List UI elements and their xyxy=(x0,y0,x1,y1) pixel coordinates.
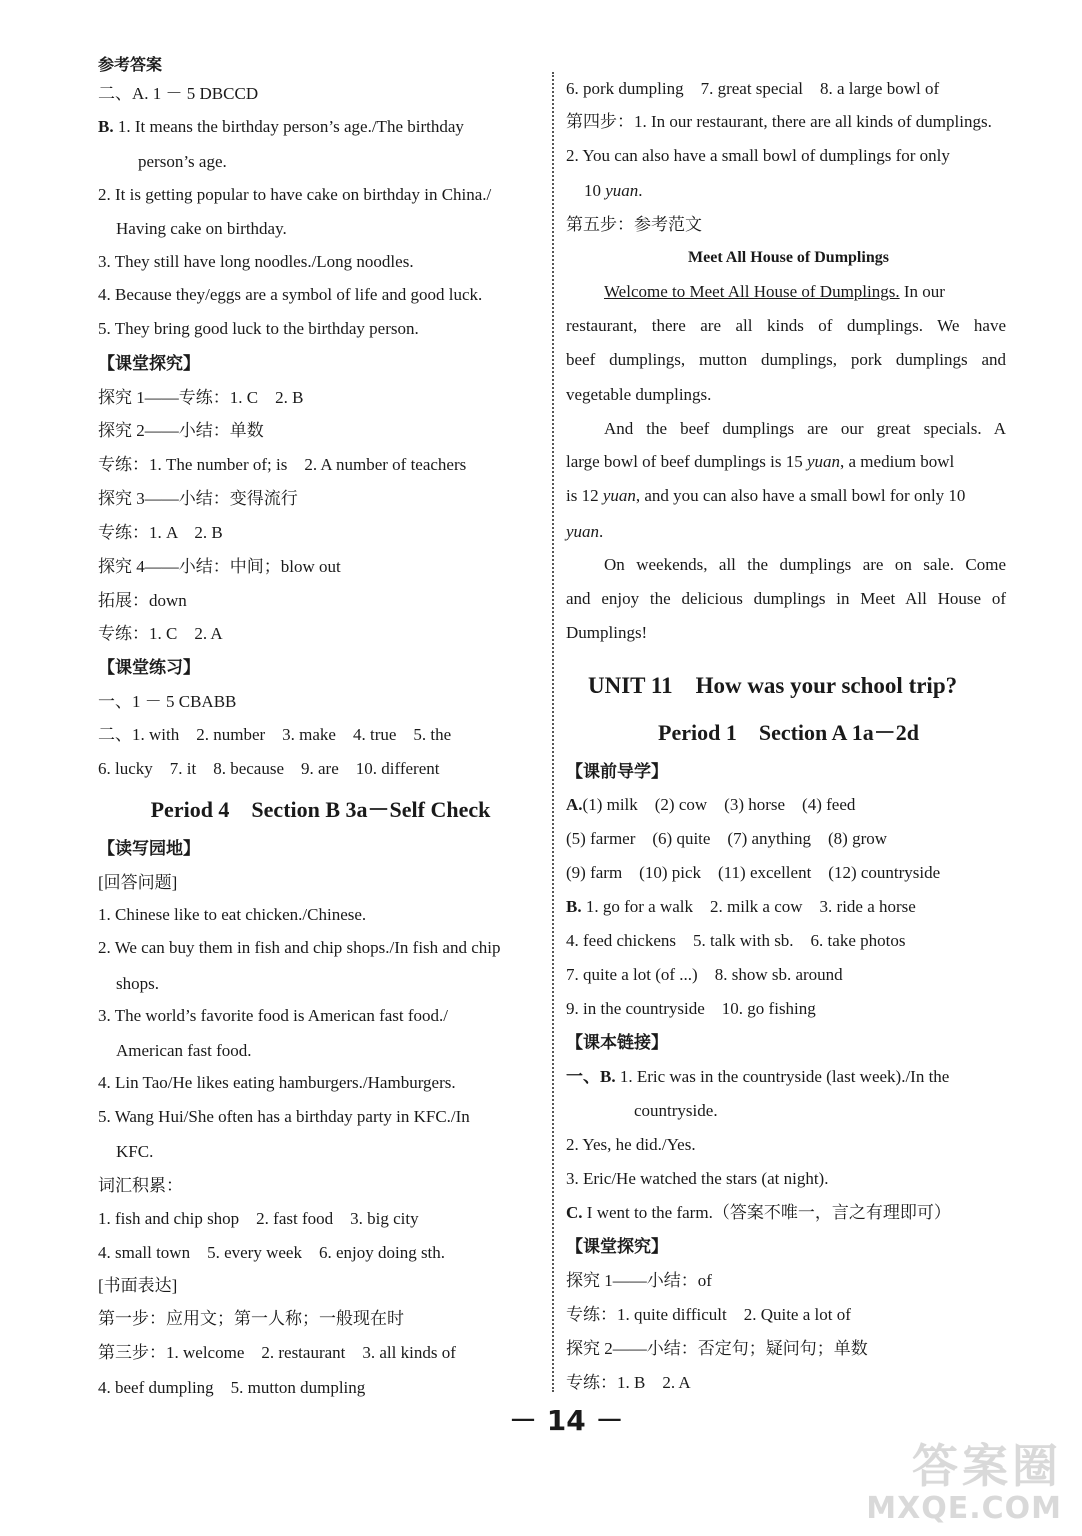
answer-line: (5) farmer (6) quite (7) anything (8) grow xyxy=(566,829,888,848)
unit-heading: UNIT 11 How was your school trip? xyxy=(588,673,958,698)
answer-text: 1. go for a walk 2. milk a cow 3. ride a horse xyxy=(585,897,916,916)
watermark xyxy=(866,1440,1062,1526)
essay-line: And the beef dumplings are our great specials. A xyxy=(604,419,1006,438)
answer-line: 探究 1——专练：1. C 2. B xyxy=(98,388,304,407)
essay-line: beef dumplings, mutton dumplings, pork dumplings and xyxy=(566,350,1006,369)
answer-line: 2. We can buy them in fish and chip shops./In fish and chip xyxy=(98,938,501,957)
essay-text: , a medium bowl xyxy=(840,452,955,471)
answer-line: 1. fish and chip shop 2. fast food 3. big city xyxy=(98,1209,419,1228)
answer-text: 1. It means the birthday person’s age./The birthday xyxy=(117,117,464,136)
essay-line xyxy=(566,522,603,542)
answer-line: 专练：1. A 2. B xyxy=(98,523,223,542)
answer-line: 一、1 － 5 CBABB xyxy=(98,692,237,711)
answer-line: Having cake on birthday. xyxy=(116,219,287,238)
answer-line: 7. quite a lot (of ...) 8. show sb. around xyxy=(566,965,843,984)
essay-line xyxy=(566,486,965,506)
essay-line: Dumplings! xyxy=(566,623,648,642)
subsection-label: [书面表达] xyxy=(98,1276,178,1295)
essay-line xyxy=(604,282,945,302)
answer-line: American fast food. xyxy=(116,1041,252,1060)
page-number: － 14 － xyxy=(509,1404,624,1437)
essay-text: In our xyxy=(899,282,945,301)
answer-line: 5. Wang Hui/She often has a birthday party in KFC./In xyxy=(98,1107,470,1126)
section-heading: 【课前导学】 xyxy=(566,762,668,782)
answer-line: 探究 4——小结：中间；blow out xyxy=(98,557,341,576)
currency-word: yuan xyxy=(605,181,639,200)
essay-line: On weekends, all the dumplings are on sale. Come xyxy=(604,555,1006,574)
answer-line: 4. beef dumpling 5. mutton dumpling xyxy=(98,1378,366,1397)
section-heading: 【课堂探究】 xyxy=(98,354,200,374)
answer-line: 4. small town 5. every week 6. enjoy doing sth. xyxy=(98,1243,446,1262)
answer-line: (9) farm (10) pick (11) excellent (12) countryside xyxy=(566,863,941,882)
section-heading: 【课本链接】 xyxy=(566,1033,668,1053)
answer-line: 第四步：1. In our restaurant, there are all kinds of dumplings. xyxy=(566,112,992,131)
period-heading: Period 4 Section B 3a－Self Check xyxy=(150,797,491,822)
answer-line: shops. xyxy=(116,974,159,993)
section-heading: 【课堂探究】 xyxy=(566,1237,668,1257)
essay-line xyxy=(566,452,954,472)
answer-text: 1. Eric was in the countryside (last week)./In the xyxy=(619,1067,950,1086)
answer-line: 3. They still have long noodles./Long noodles. xyxy=(98,252,414,271)
punctuation: . xyxy=(638,181,643,200)
number: 10 xyxy=(584,181,606,200)
column-divider xyxy=(552,72,554,1392)
answer-line: 4. feed chickens 5. talk with sb. 6. take photos xyxy=(566,931,906,950)
subsection-label: 词汇积累： xyxy=(98,1176,183,1195)
answer-line: 专练：1. C 2. A xyxy=(98,624,223,643)
answer-line: 二、1. with 2. number 3. make 4. true 5. the xyxy=(98,725,452,744)
answer-line: 2. It is getting popular to have cake on birthday in China./ xyxy=(98,185,492,204)
currency-word: yuan xyxy=(566,522,600,541)
answer-line: 拓展：down xyxy=(98,591,187,610)
answer-line xyxy=(566,1203,951,1223)
essay-title: Meet All House of Dumplings xyxy=(688,249,889,266)
answer-line: 专练：1. B 2. A xyxy=(566,1373,691,1392)
item-label: B. xyxy=(98,117,114,136)
answer-line: 9. in the countryside 10. go fishing xyxy=(566,999,816,1018)
answer-line: 2. You can also have a small bowl of dumplings for only xyxy=(566,146,950,165)
subsection-label: 第五步：参考范文 xyxy=(566,215,702,234)
answer-line: 探究 2——小结：单数 xyxy=(98,421,264,440)
answer-line: 探究 2——小结：否定句；疑问句；单数 xyxy=(566,1339,868,1358)
answer-line: 4. Lin Tao/He likes eating hamburgers./Hamburgers. xyxy=(98,1073,456,1092)
answer-line: person’s age. xyxy=(138,152,227,171)
answer-line xyxy=(584,181,643,201)
essay-line: and enjoy the delicious dumplings in Meet All House of xyxy=(566,589,1006,608)
answer-line: 1. Chinese like to eat chicken./Chinese. xyxy=(98,905,367,924)
essay-text: large bowl of beef dumplings is 15 xyxy=(566,452,807,471)
answer-line: 6. lucky 7. it 8. because 9. are 10. different xyxy=(98,759,440,778)
answer-line: 4. Because they/eggs are a symbol of life and good luck. xyxy=(98,285,483,304)
essay-text: is 12 xyxy=(566,486,603,505)
answer-text: (1) milk (2) cow (3) horse (4) feed xyxy=(582,795,856,814)
answer-line: 专练：1. quite difficult 2. Quite a lot of xyxy=(566,1305,851,1324)
item-label: B. xyxy=(566,897,582,916)
subsection-label: [回答问题] xyxy=(98,873,178,892)
answer-line: 探究 1——小结：of xyxy=(566,1271,712,1290)
answer-line: 二、A. 1 － 5 DBCCD xyxy=(98,84,259,103)
watermark-logo: 答案圈 xyxy=(912,1439,1062,1493)
answer-line xyxy=(566,795,855,815)
watermark-site: MXQE.COM xyxy=(866,1491,1062,1526)
section-heading: 【读写园地】 xyxy=(98,839,200,859)
currency-word: yuan xyxy=(806,452,841,471)
answer-line: 3. Eric/He watched the stars (at night). xyxy=(566,1169,829,1188)
answer-line: 专练：1. The number of; is 2. A number of teachers xyxy=(98,455,467,474)
section-title: 参考答案 xyxy=(98,55,163,74)
answer-text: I went to the farm.（答案不唯一，言之有理即可） xyxy=(586,1203,951,1222)
section-heading: 【课堂练习】 xyxy=(98,658,200,678)
punctuation: . xyxy=(599,522,604,541)
period-heading: Period 1 Section A 1a－2d xyxy=(658,720,919,745)
answer-line: 3. The world’s favorite food is American fast food./ xyxy=(98,1006,448,1025)
answer-line: 2. Yes, he did./Yes. xyxy=(566,1135,696,1154)
essay-underlined-sentence: Welcome to Meet All House of Dumplings. xyxy=(604,282,900,301)
answer-line: 5. They bring good luck to the birthday person. xyxy=(98,319,419,338)
currency-word: yuan xyxy=(602,486,636,505)
answer-line xyxy=(98,117,464,137)
answer-line xyxy=(566,897,916,917)
item-label: A. xyxy=(566,795,583,814)
essay-line: restaurant, there are all kinds of dumplings. We have xyxy=(566,316,1006,335)
item-label: C. xyxy=(566,1203,583,1222)
answer-line: 第三步：1. welcome 2. restaurant 3. all kinds of xyxy=(98,1343,456,1362)
answer-line: countryside. xyxy=(634,1101,718,1120)
item-label: 一、B. xyxy=(566,1067,616,1086)
answer-line: 6. pork dumpling 7. great special 8. a large bowl of xyxy=(566,79,940,98)
answer-line: 第一步：应用文；第一人称；一般现在时 xyxy=(98,1309,404,1328)
essay-line: vegetable dumplings. xyxy=(566,385,712,404)
answer-line: KFC. xyxy=(116,1142,154,1161)
answer-line: 探究 3——小结：变得流行 xyxy=(98,489,298,508)
essay-text: , and you can also have a small bowl for only 10 xyxy=(635,486,966,505)
answer-line xyxy=(566,1067,949,1087)
